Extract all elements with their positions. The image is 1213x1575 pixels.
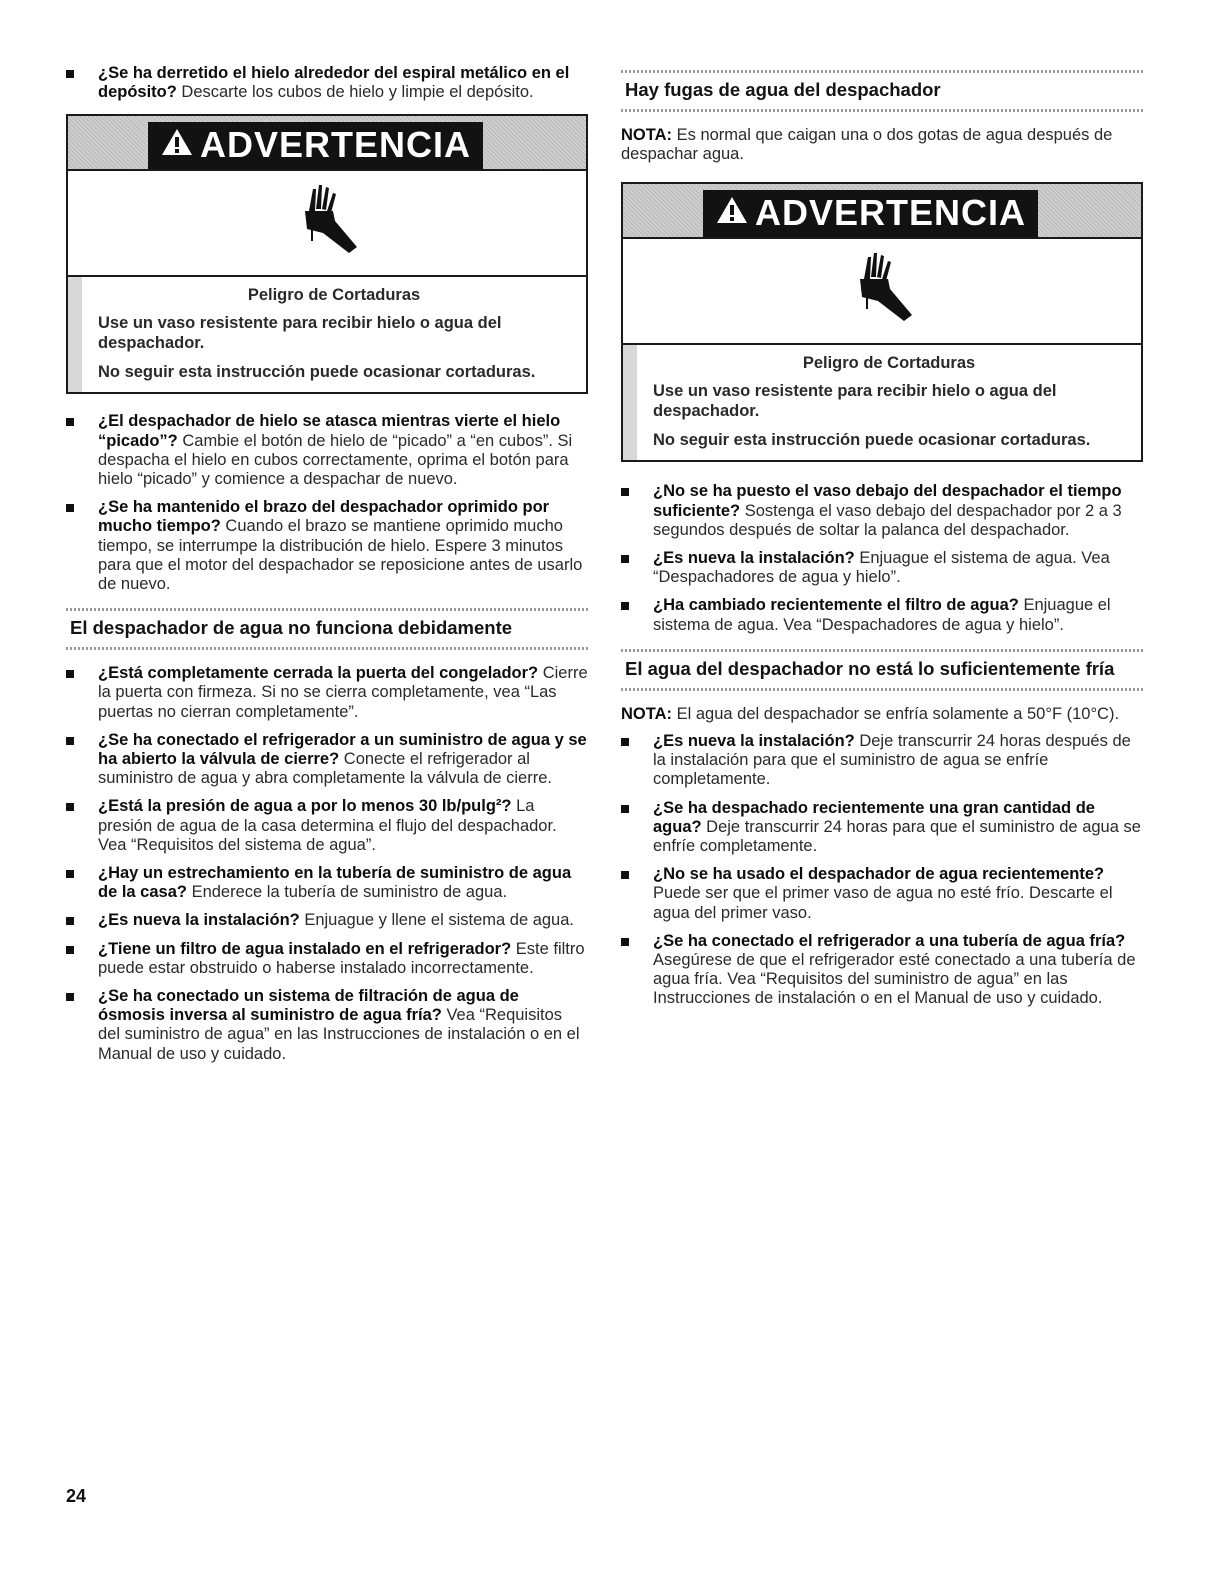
item-answer: Vea “Requisitos del suministro de agua” en las Instrucciones de instalación o en el Manual de uso y cuidado. <box>98 1006 580 1063</box>
section-title: El despachador de agua no funciona debidamente <box>70 617 513 639</box>
bullet-list-a <box>66 412 588 594</box>
warning-line-1: Use un vaso resistente para recibir hielo o agua del despachador. <box>98 314 502 353</box>
item-question: ¿Es nueva la instalación? <box>653 732 855 751</box>
item-answer: Descarte los cubos de hielo y limpie el depósito. <box>176 83 534 102</box>
section-rule <box>621 109 1143 112</box>
section-rule <box>66 647 588 650</box>
note-text: Es normal que caigan una o dos gotas de agua después de despachar agua. <box>621 126 1113 164</box>
item-question: ¿Está la presión de agua a por lo menos 30 lb/pulg²? <box>98 797 512 816</box>
list-item <box>66 664 588 722</box>
item-answer: Cuando el brazo se mantiene oprimido mucho tiempo, se interrumpe la distribución de hielo. Espere 3 minutos para que el motor del despachador se reposicione antes de usarlo de nuevo. <box>98 517 583 594</box>
warning-title-text: ADVERTENCIA <box>200 124 472 166</box>
note <box>621 705 1143 724</box>
list-item <box>621 865 1143 923</box>
square-bullet-icon <box>66 504 74 512</box>
warning-header <box>68 116 586 171</box>
item-question: ¿No se ha usado el despachador de agua recientemente? <box>653 865 1105 884</box>
warning-title <box>148 122 483 169</box>
square-bullet-icon <box>621 602 629 610</box>
item-answer: Enjuague y llene el sistema de agua. <box>299 911 574 930</box>
hazard-label: Peligro de Cortaduras <box>247 286 421 305</box>
item-question: ¿Se ha conectado un sistema de filtración de agua de ósmosis inversa al suministro de agua fría? <box>98 987 519 1025</box>
warning-header <box>623 184 1141 239</box>
list-item <box>66 864 588 902</box>
warning-line-1: Use un vaso resistente para recibir hielo o agua del despachador. <box>653 382 1057 421</box>
list-item <box>66 940 588 978</box>
section-rule <box>66 608 588 611</box>
alert-triangle-icon <box>715 193 749 233</box>
list-item <box>621 799 1143 857</box>
square-bullet-icon <box>66 70 74 78</box>
list-item <box>621 596 1143 634</box>
warning-body <box>68 277 586 392</box>
list-item <box>66 64 588 102</box>
warning-box <box>66 114 588 394</box>
section-title: El agua del despachador no está lo suficientemente fría <box>625 657 1115 679</box>
note-text: El agua del despachador se enfría solamente a 50°F (10°C). <box>672 704 1120 723</box>
list-item <box>66 987 588 1064</box>
section-rule <box>621 649 1143 652</box>
list-item <box>66 797 588 855</box>
item-question: ¿Se ha despachado recientemente una gran cantidad de agua? <box>653 798 1095 836</box>
bullet-list-b <box>66 664 588 1064</box>
item-answer: Sostenga el vaso debajo del despachador por 2 a 3 segundos después de soltar la palanca del despachador. <box>653 501 1122 539</box>
bullet-list-b <box>621 732 1143 1009</box>
warning-title <box>703 190 1038 237</box>
item-answer: Enjuague el sistema de agua. Vea “Despachadores de agua y hielo”. <box>653 596 1111 634</box>
item-answer: Cambie el botón de hielo de “picado” a “en cubos”. Si despacha el hielo en cubos correctamente, oprima el botón para hielo “picado” y comience a despachar de nuevo. <box>98 431 573 489</box>
cut-hand-hazard-icon <box>842 249 922 334</box>
square-bullet-icon <box>621 738 629 746</box>
square-bullet-icon <box>66 737 74 745</box>
square-bullet-icon <box>621 871 629 879</box>
item-answer: Enjuague el sistema de agua. Vea “Despachadores de agua y hielo”. <box>653 549 1110 587</box>
warning-body <box>623 345 1141 460</box>
bullet-list-a <box>621 482 1143 634</box>
item-answer: Cierre la puerta con firmeza. Si no se cierra completamente, vea “Las puertas no cierran completamente”. <box>98 664 588 721</box>
warning-box <box>621 182 1143 462</box>
item-answer: La presión de agua de la casa determina el flujo del despachador. Vea “Requisitos del sistema de agua”. <box>98 797 557 854</box>
section-rule <box>621 688 1143 691</box>
square-bullet-icon <box>66 418 74 426</box>
item-question: ¿Se ha conectado el refrigerador a una tubería de agua fría? <box>653 931 1126 950</box>
square-bullet-icon <box>66 993 74 1001</box>
item-question: ¿Está completamente cerrada la puerta del congelador? <box>98 664 539 683</box>
item-question: ¿Ha cambiado recientemente el filtro de agua? <box>653 596 1019 615</box>
square-bullet-icon <box>66 803 74 811</box>
square-bullet-icon <box>621 805 629 813</box>
bullet-list-top <box>66 64 588 102</box>
list-item <box>621 732 1143 790</box>
item-answer: Conecte el refrigerador al suministro de agua y abra completamente la válvula de cierre. <box>98 750 552 788</box>
list-item <box>621 549 1143 587</box>
warning-title-text: ADVERTENCIA <box>755 192 1027 234</box>
warning-pictogram <box>68 171 586 277</box>
section-title: Hay fugas de agua del despachador <box>625 79 941 100</box>
square-bullet-icon <box>66 870 74 878</box>
item-question: ¿Hay un estrechamiento en la tubería de suministro de agua de la casa? <box>98 864 572 902</box>
item-question: ¿Es nueva la instalación? <box>653 549 855 568</box>
item-question: ¿No se ha puesto el vaso debajo del despachador el tiempo suficiente? <box>653 482 1122 520</box>
item-question: ¿Se ha mantenido el brazo del despachador oprimido por mucho tiempo? <box>98 498 550 536</box>
list-item <box>66 731 588 789</box>
square-bullet-icon <box>621 938 629 946</box>
item-question: ¿Se ha conectado el refrigerador a un suministro de agua y se ha abierto la válvula de cierre? <box>98 730 587 769</box>
page-number: 24 <box>66 1486 87 1506</box>
section-rule <box>621 70 1143 73</box>
note-label: NOTA: <box>621 126 673 144</box>
square-bullet-icon <box>66 670 74 678</box>
item-question: ¿Se ha derretido el hielo alrededor del espiral metálico en el depósito? <box>98 64 570 102</box>
item-answer: Asegúrese de que el refrigerador esté conectado a una tubería de agua fría. Vea “Requisitos del suministro de agua” en las Instrucciones de instalación o en el Manual de uso y cuidado. <box>653 951 1136 1008</box>
item-question: ¿El despachador de hielo se atasca mientras vierte el hielo “picado”? <box>98 412 561 450</box>
square-bullet-icon <box>66 946 74 954</box>
left-column <box>66 0 588 1073</box>
hazard-label: Peligro de Cortaduras <box>802 354 976 373</box>
warning-pictogram <box>623 239 1141 345</box>
item-question: ¿Tiene un filtro de agua instalado en el refrigerador? <box>98 939 512 958</box>
cut-hand-hazard-icon <box>287 181 367 266</box>
item-question: ¿Es nueva la instalación? <box>98 911 300 930</box>
list-item <box>66 412 588 489</box>
list-item <box>66 498 588 594</box>
square-bullet-icon <box>621 555 629 563</box>
square-bullet-icon <box>621 488 629 496</box>
square-bullet-icon <box>66 917 74 925</box>
item-answer: Deje transcurrir 24 horas para que el suministro de agua se enfríe completamente. <box>653 817 1141 856</box>
list-item <box>621 932 1143 1009</box>
list-item <box>621 482 1143 540</box>
list-item <box>66 911 588 930</box>
warning-line-2: No seguir esta instrucción puede ocasionar cortaduras. <box>653 431 1091 450</box>
note-label: NOTA: <box>621 704 673 723</box>
item-answer: Puede ser que el primer vaso de agua no esté frío. Descarte el agua del primer vaso. <box>653 884 1113 922</box>
alert-triangle-icon <box>160 125 194 165</box>
warning-line-2: No seguir esta instrucción puede ocasionar cortaduras. <box>98 363 536 382</box>
item-answer: Enderece la tubería de suministro de agua. <box>186 883 508 902</box>
right-column <box>621 0 1143 1018</box>
item-answer: Este filtro puede estar obstruido o haberse instalado incorrectamente. <box>98 939 585 977</box>
note <box>621 126 1143 164</box>
item-answer: Deje transcurrir 24 horas después de la instalación para que el suministro de agua se enfríe completamente. <box>653 732 1131 789</box>
